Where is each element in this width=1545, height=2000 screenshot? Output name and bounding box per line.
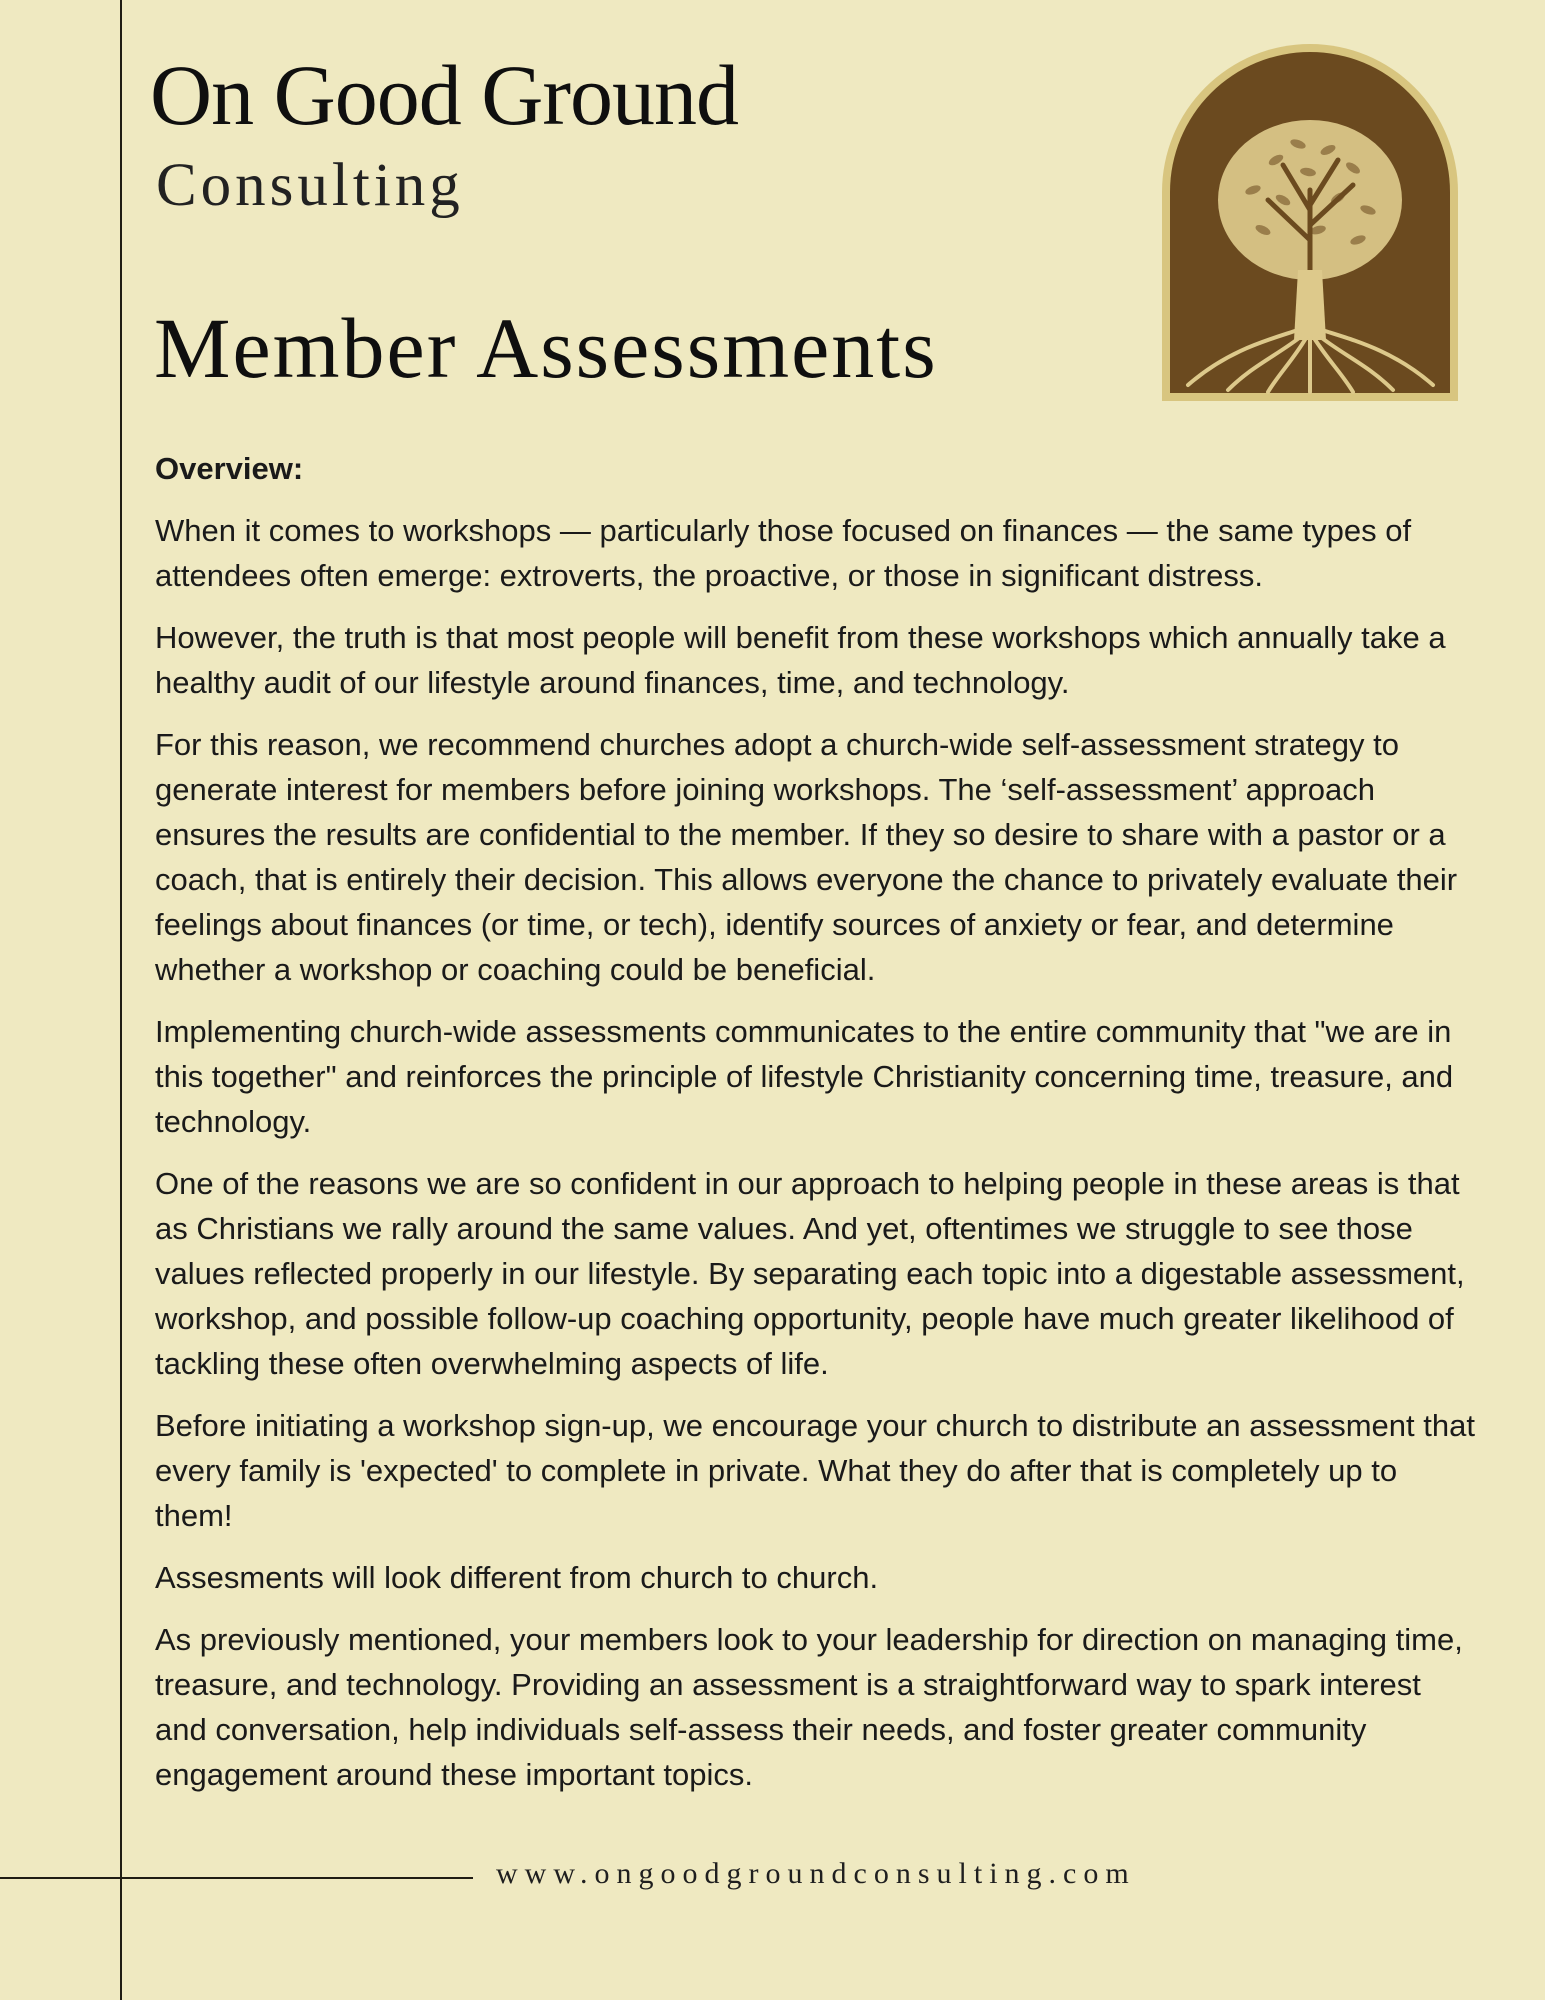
horizontal-rule — [0, 1877, 473, 1879]
paragraph: For this reason, we recommend churches adopt a church-wide self-assessment strategy to generate interest for members before joining workshops. The ‘self-assessment’ approach ensures the results are confidential to the member. If they so desire to share with a pastor or a coach, that is entirely their decision. This allows everyone the chance to privately evaluate their feelings about finances (or time, or tech), identify sources of anxiety or fear, and determine whether a workshop or coaching could be beneficial. — [155, 727, 1458, 987]
vertical-rule — [120, 0, 122, 2000]
paragraph: One of the reasons we are so confident in our approach to helping people in these areas is that as Christians we rally around the same values. And yet, oftentimes we struggle to see those values reflected properly in our lifestyle. By separating each topic into a digestable assessment, workshop, and possible follow-up coaching opportunity, people have much greater likelihood of tackling these often overwhelming aspects of life. — [155, 1166, 1465, 1381]
brand-name: On Good Ground — [150, 47, 738, 143]
paragraph: Implementing church-wide assessments communicates to the entire community that "we are in this together" and reinforces the principle of lifestyle Christianity concerning time, treasure, and technology. — [155, 1014, 1454, 1139]
website-url: www.ongoodgroundconsulting.com — [496, 1857, 1136, 1890]
paragraph: However, the truth is that most people will benefit from these workshops which annually take a healthy audit of our lifestyle around finances, time, and technology. — [155, 620, 1446, 700]
paragraph: Before initiating a workshop sign-up, we encourage your church to distribute an assessment that every family is 'expected' to complete in private. What they do after that is completely up to them! — [155, 1408, 1475, 1533]
overview-section — [155, 446, 1475, 1814]
paragraph: Assesments will look different from church to church. — [155, 1560, 879, 1595]
brand-subtitle: Consulting — [156, 152, 464, 219]
page-title: Member Assessments — [154, 300, 938, 396]
overview-heading: Overview: — [155, 451, 304, 486]
paragraph: As previously mentioned, your members look to your leadership for direction on managing time, treasure, and technology. Providing an assessment is a straightforward way to spark interest and conversation, help individuals self-assess their needs, and foster greater community engagement around these important topics. — [155, 1622, 1463, 1792]
paragraph: When it comes to workshops — particularly those focused on finances — the same types of attendees often emerge: extroverts, the proactive, or those in significant distress. — [155, 513, 1412, 593]
tree-logo-icon — [1158, 40, 1462, 405]
